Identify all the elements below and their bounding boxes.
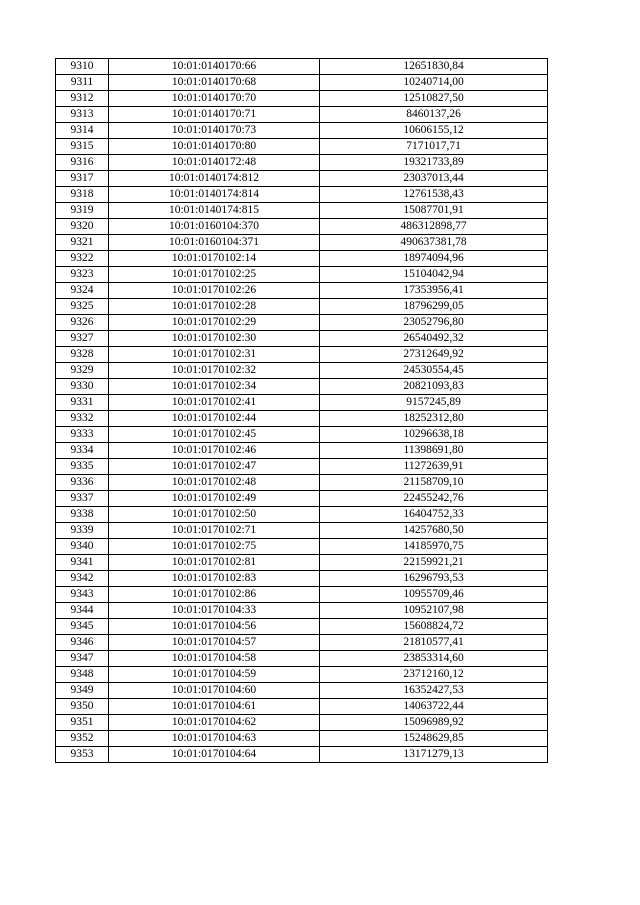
- cadastral-number-cell: 10:01:0140170:68: [109, 75, 320, 91]
- cadastral-number-cell: 10:01:0170102:71: [109, 523, 320, 539]
- value-cell: 490637381,78: [320, 235, 548, 251]
- row-number-cell: 9344: [56, 603, 109, 619]
- row-number-cell: 9349: [56, 683, 109, 699]
- value-cell: 18796299,05: [320, 299, 548, 315]
- table-row: [56, 443, 548, 459]
- cadastral-number-cell: 10:01:0170102:41: [109, 395, 320, 411]
- cadastral-number-cell: 10:01:0170104:64: [109, 747, 320, 763]
- table-row: [56, 523, 548, 539]
- table-row: [56, 491, 548, 507]
- cadastral-number-cell: 10:01:0140170:73: [109, 123, 320, 139]
- table-row: [56, 635, 548, 651]
- value-cell: 10296638,18: [320, 427, 548, 443]
- row-number-cell: 9319: [56, 203, 109, 219]
- table-row: [56, 667, 548, 683]
- cadastral-number-cell: 10:01:0140174:812: [109, 171, 320, 187]
- table-row: [56, 363, 548, 379]
- table-row: [56, 587, 548, 603]
- table-row: [56, 299, 548, 315]
- cadastral-number-cell: 10:01:0170104:56: [109, 619, 320, 635]
- value-cell: 16404752,33: [320, 507, 548, 523]
- value-cell: 23853314,60: [320, 651, 548, 667]
- cadastral-number-cell: 10:01:0140170:71: [109, 107, 320, 123]
- table-row: [56, 507, 548, 523]
- cadastral-number-cell: 10:01:0170102:45: [109, 427, 320, 443]
- table-row: [56, 123, 548, 139]
- cadastral-number-cell: 10:01:0170104:57: [109, 635, 320, 651]
- value-cell: 23712160,12: [320, 667, 548, 683]
- row-number-cell: 9330: [56, 379, 109, 395]
- table-row: [56, 459, 548, 475]
- row-number-cell: 9316: [56, 155, 109, 171]
- cadastral-number-cell: 10:01:0170102:34: [109, 379, 320, 395]
- table-row: [56, 251, 548, 267]
- cadastral-number-cell: 10:01:0170102:44: [109, 411, 320, 427]
- value-cell: 18252312,80: [320, 411, 548, 427]
- row-number-cell: 9315: [56, 139, 109, 155]
- value-cell: 16352427,53: [320, 683, 548, 699]
- row-number-cell: 9338: [56, 507, 109, 523]
- row-number-cell: 9326: [56, 315, 109, 331]
- cadastral-number-cell: 10:01:0170102:30: [109, 331, 320, 347]
- row-number-cell: 9347: [56, 651, 109, 667]
- value-cell: 19321733,89: [320, 155, 548, 171]
- row-number-cell: 9310: [56, 59, 109, 75]
- table-row: [56, 715, 548, 731]
- table-row: [56, 683, 548, 699]
- table-row: [56, 171, 548, 187]
- value-cell: 12651830,84: [320, 59, 548, 75]
- cadastral-number-cell: 10:01:0170104:62: [109, 715, 320, 731]
- value-cell: 9157245,89: [320, 395, 548, 411]
- row-number-cell: 9335: [56, 459, 109, 475]
- cadastral-number-cell: 10:01:0170104:63: [109, 731, 320, 747]
- cadastral-number-cell: 10:01:0170104:58: [109, 651, 320, 667]
- value-cell: 16296793,53: [320, 571, 548, 587]
- value-cell: 15087701,91: [320, 203, 548, 219]
- cadastral-number-cell: 10:01:0170102:32: [109, 363, 320, 379]
- table-row: [56, 139, 548, 155]
- cadastral-number-cell: 10:01:0170102:48: [109, 475, 320, 491]
- row-number-cell: 9329: [56, 363, 109, 379]
- row-number-cell: 9351: [56, 715, 109, 731]
- value-cell: 15104042,94: [320, 267, 548, 283]
- row-number-cell: 9327: [56, 331, 109, 347]
- table-row: [56, 267, 548, 283]
- value-cell: 11272639,91: [320, 459, 548, 475]
- row-number-cell: 9317: [56, 171, 109, 187]
- value-cell: 7171017,71: [320, 139, 548, 155]
- row-number-cell: 9311: [56, 75, 109, 91]
- table-row: [56, 187, 548, 203]
- cadastral-number-cell: 10:01:0170104:60: [109, 683, 320, 699]
- cadastral-number-cell: 10:01:0140174:814: [109, 187, 320, 203]
- cadastral-number-cell: 10:01:0160104:371: [109, 235, 320, 251]
- value-cell: 22159921,21: [320, 555, 548, 571]
- cadastral-number-cell: 10:01:0140170:80: [109, 139, 320, 155]
- cadastral-number-cell: 10:01:0140172:48: [109, 155, 320, 171]
- table-row: [56, 571, 548, 587]
- row-number-cell: 9312: [56, 91, 109, 107]
- cadastral-number-cell: 10:01:0170102:47: [109, 459, 320, 475]
- table-row: [56, 155, 548, 171]
- row-number-cell: 9345: [56, 619, 109, 635]
- value-cell: 10952107,98: [320, 603, 548, 619]
- row-number-cell: 9318: [56, 187, 109, 203]
- table-row: [56, 539, 548, 555]
- row-number-cell: 9325: [56, 299, 109, 315]
- value-cell: 17353956,41: [320, 283, 548, 299]
- table-row: [56, 699, 548, 715]
- cadastral-number-cell: 10:01:0170102:25: [109, 267, 320, 283]
- cadastral-number-cell: 10:01:0170102:81: [109, 555, 320, 571]
- table-body: [56, 59, 548, 763]
- table-row: [56, 315, 548, 331]
- table-row: [56, 331, 548, 347]
- table-row: [56, 219, 548, 235]
- row-number-cell: 9343: [56, 587, 109, 603]
- row-number-cell: 9322: [56, 251, 109, 267]
- value-cell: 8460137,26: [320, 107, 548, 123]
- cadastral-number-cell: 10:01:0170102:28: [109, 299, 320, 315]
- cadastral-number-cell: 10:01:0170102:49: [109, 491, 320, 507]
- cadastral-number-cell: 10:01:0170102:14: [109, 251, 320, 267]
- table-row: [56, 347, 548, 363]
- value-cell: 26540492,32: [320, 331, 548, 347]
- table-row: [56, 107, 548, 123]
- row-number-cell: 9341: [56, 555, 109, 571]
- table-row: [56, 379, 548, 395]
- table-row: [56, 411, 548, 427]
- table-row: [56, 75, 548, 91]
- value-cell: 10955709,46: [320, 587, 548, 603]
- cadastral-value-table: [55, 58, 548, 763]
- value-cell: 15248629,85: [320, 731, 548, 747]
- cadastral-number-cell: 10:01:0170102:29: [109, 315, 320, 331]
- value-cell: 10606155,12: [320, 123, 548, 139]
- cadastral-number-cell: 10:01:0170102:86: [109, 587, 320, 603]
- row-number-cell: 9342: [56, 571, 109, 587]
- cadastral-number-cell: 10:01:0170102:83: [109, 571, 320, 587]
- value-cell: 14257680,50: [320, 523, 548, 539]
- row-number-cell: 9336: [56, 475, 109, 491]
- cadastral-number-cell: 10:01:0170102:75: [109, 539, 320, 555]
- value-cell: 15608824,72: [320, 619, 548, 635]
- value-cell: 486312898,77: [320, 219, 548, 235]
- cadastral-number-cell: 10:01:0170102:50: [109, 507, 320, 523]
- value-cell: 27312649,92: [320, 347, 548, 363]
- cadastral-number-cell: 10:01:0170104:33: [109, 603, 320, 619]
- value-cell: 10240714,00: [320, 75, 548, 91]
- table-row: [56, 395, 548, 411]
- row-number-cell: 9350: [56, 699, 109, 715]
- cadastral-number-cell: 10:01:0140174:815: [109, 203, 320, 219]
- row-number-cell: 9348: [56, 667, 109, 683]
- cadastral-number-cell: 10:01:0170102:26: [109, 283, 320, 299]
- row-number-cell: 9313: [56, 107, 109, 123]
- value-cell: 22455242,76: [320, 491, 548, 507]
- row-number-cell: 9328: [56, 347, 109, 363]
- value-cell: 21810577,41: [320, 635, 548, 651]
- row-number-cell: 9340: [56, 539, 109, 555]
- row-number-cell: 9331: [56, 395, 109, 411]
- row-number-cell: 9314: [56, 123, 109, 139]
- row-number-cell: 9333: [56, 427, 109, 443]
- cadastral-number-cell: 10:01:0170104:61: [109, 699, 320, 715]
- value-cell: 12510827,50: [320, 91, 548, 107]
- value-cell: 23037013,44: [320, 171, 548, 187]
- table-row: [56, 59, 548, 75]
- row-number-cell: 9323: [56, 267, 109, 283]
- value-cell: 23052796,80: [320, 315, 548, 331]
- row-number-cell: 9337: [56, 491, 109, 507]
- table-row: [56, 555, 548, 571]
- table-row: [56, 747, 548, 763]
- row-number-cell: 9339: [56, 523, 109, 539]
- value-cell: 24530554,45: [320, 363, 548, 379]
- row-number-cell: 9332: [56, 411, 109, 427]
- row-number-cell: 9324: [56, 283, 109, 299]
- value-cell: 18974094,96: [320, 251, 548, 267]
- value-cell: 21158709,10: [320, 475, 548, 491]
- cadastral-number-cell: 10:01:0140170:66: [109, 59, 320, 75]
- cadastral-number-cell: 10:01:0140170:70: [109, 91, 320, 107]
- row-number-cell: 9320: [56, 219, 109, 235]
- table-row: [56, 203, 548, 219]
- value-cell: 20821093,83: [320, 379, 548, 395]
- value-cell: 15096989,92: [320, 715, 548, 731]
- value-cell: 12761538,43: [320, 187, 548, 203]
- value-cell: 13171279,13: [320, 747, 548, 763]
- table-row: [56, 427, 548, 443]
- row-number-cell: 9353: [56, 747, 109, 763]
- row-number-cell: 9321: [56, 235, 109, 251]
- table-row: [56, 651, 548, 667]
- cadastral-number-cell: 10:01:0170102:31: [109, 347, 320, 363]
- table-row: [56, 475, 548, 491]
- row-number-cell: 9346: [56, 635, 109, 651]
- table-row: [56, 619, 548, 635]
- table-row: [56, 283, 548, 299]
- cadastral-number-cell: 10:01:0170102:46: [109, 443, 320, 459]
- value-cell: 14185970,75: [320, 539, 548, 555]
- table-row: [56, 731, 548, 747]
- table-row: [56, 603, 548, 619]
- row-number-cell: 9352: [56, 731, 109, 747]
- table-row: [56, 91, 548, 107]
- value-cell: 11398691,80: [320, 443, 548, 459]
- row-number-cell: 9334: [56, 443, 109, 459]
- value-cell: 14063722,44: [320, 699, 548, 715]
- table-row: [56, 235, 548, 251]
- cadastral-number-cell: 10:01:0160104:370: [109, 219, 320, 235]
- cadastral-number-cell: 10:01:0170104:59: [109, 667, 320, 683]
